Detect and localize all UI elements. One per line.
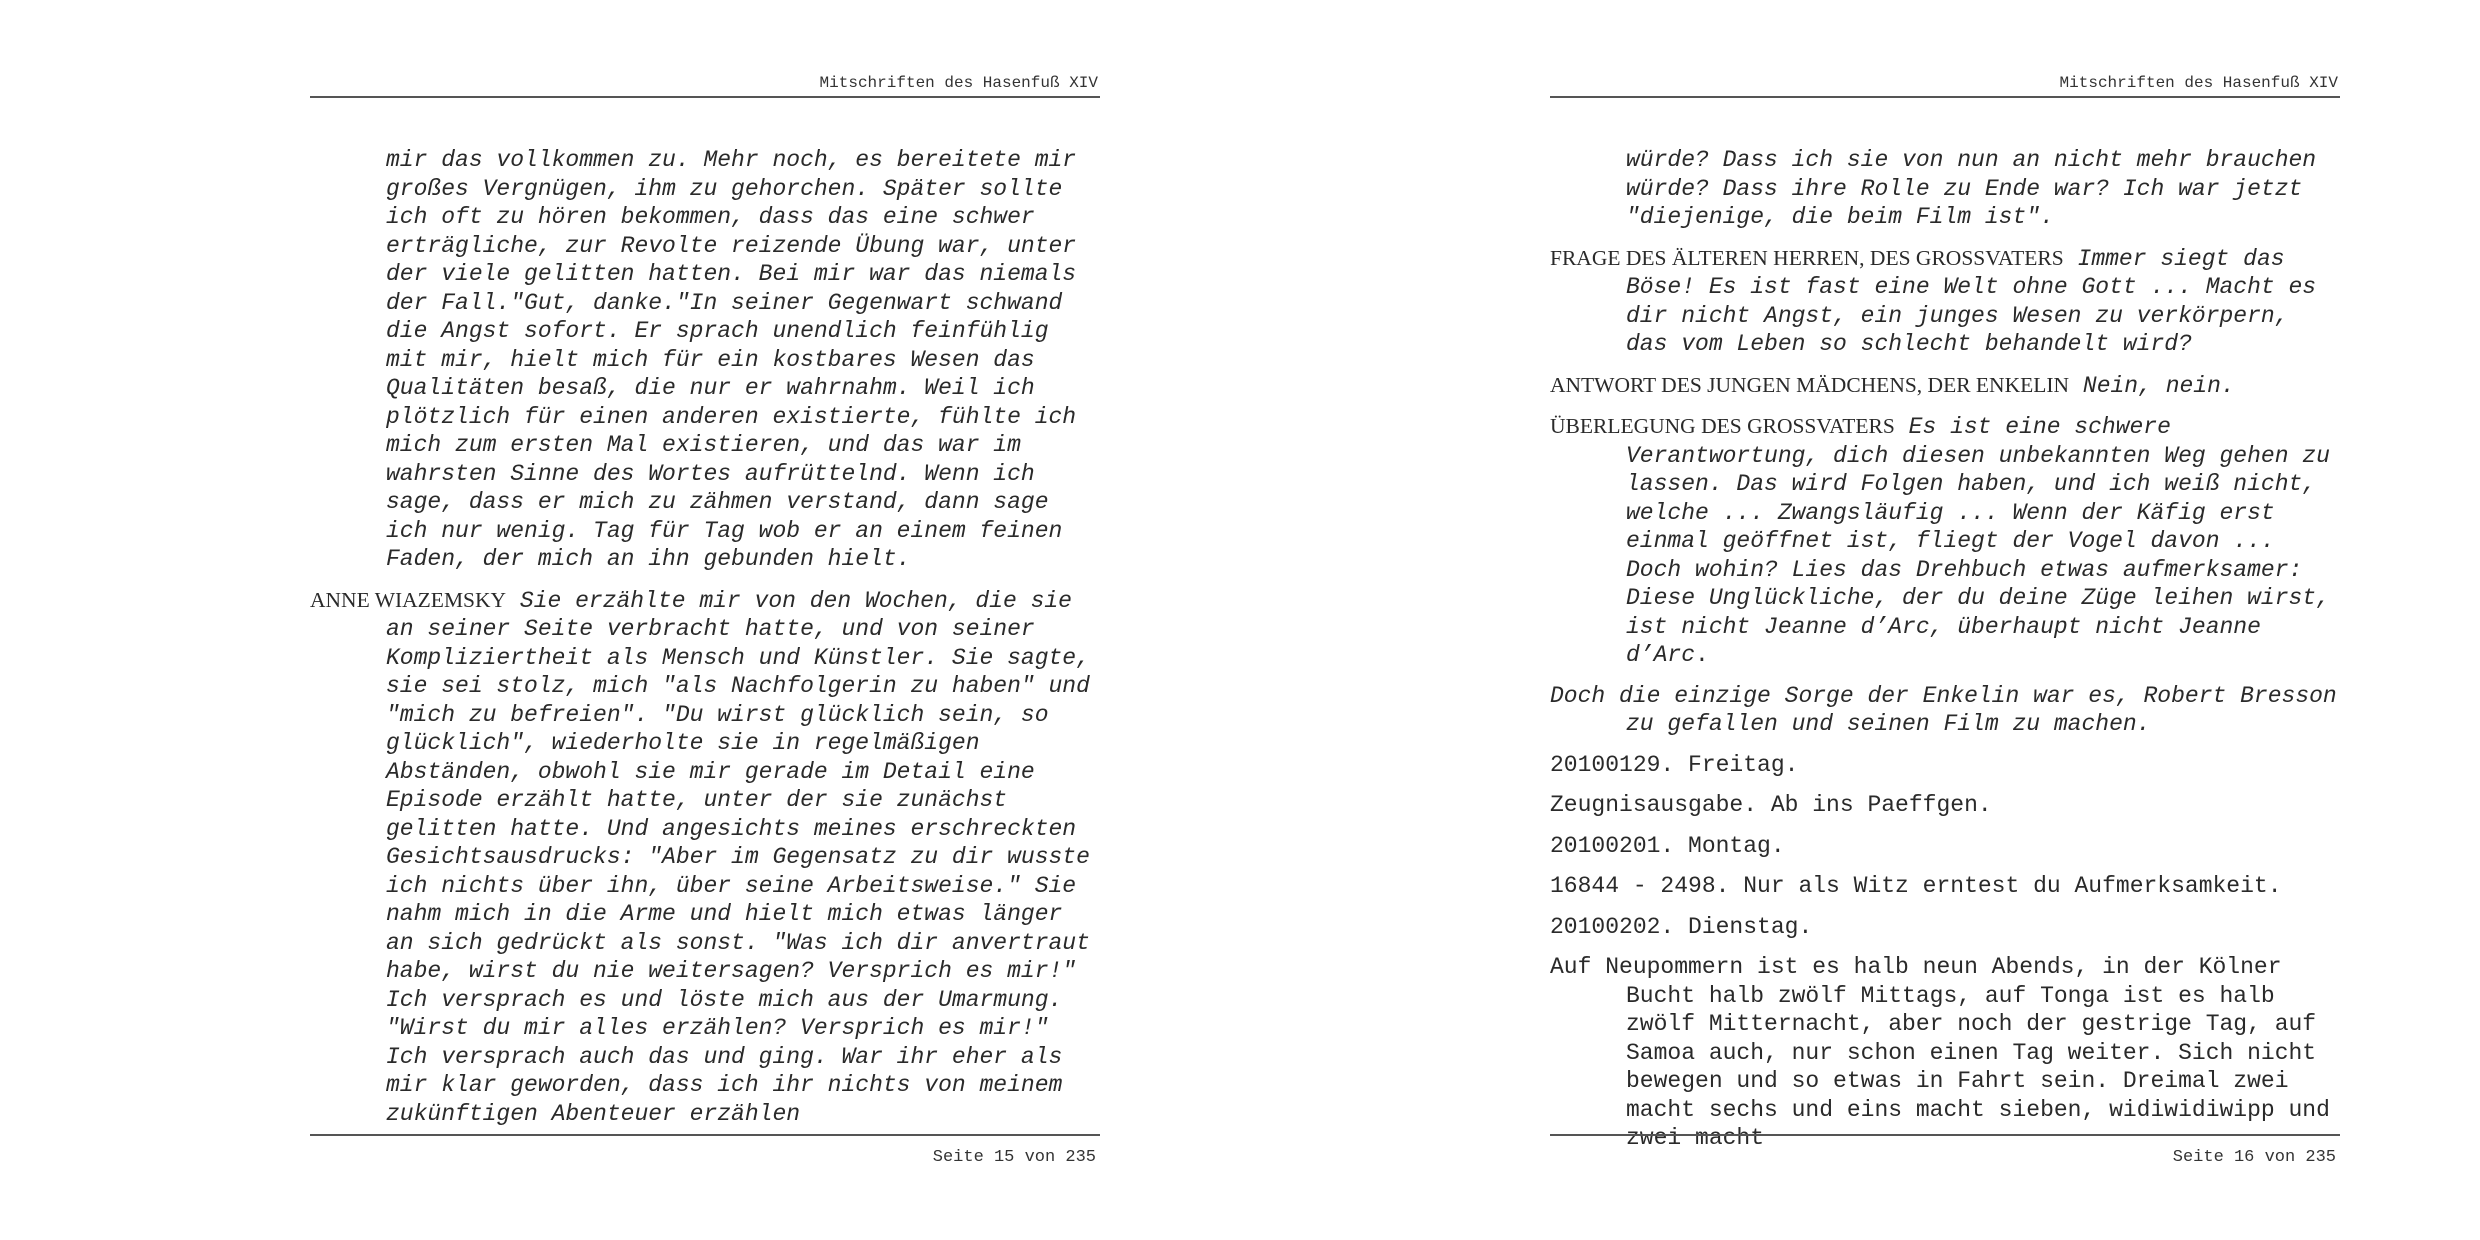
note-entry: Zeugnisausgabe. Ab ins Paeffgen. [1550, 792, 1992, 818]
question-paragraph [1550, 244, 2340, 359]
speaker-label: ANNE WIAZEMSKY [310, 587, 507, 612]
footer-rule [1550, 1134, 2340, 1136]
header-rule [310, 96, 1100, 98]
continuation-paragraph: mir das vollkommen zu. Mehr noch, es bereitete mir großes Vergnügen, ihm zu gehorchen. Später sollte ich oft zu hören bekommen, dass das eine schwer erträgliche, zur Revolte reizende Übung war, unter der viele gelitten hatten. Bei mir war das niemals der Fall."Gut, danke."In seiner Gegenwart schwand die Angst sofort. Er sprach unendlich feinfühlig mit mir, hielt mich für ein kostbares Wesen das Qualitäten besaß, die nur er wahrnahm. Weil ich plötzlich für einen anderen existierte, fühlte ich mich zum ersten Mal existieren, und das war im wahrsten Sinne des Wortes aufrüttelnd. Wenn ich sage, dass er mich zu zähmen verstand, dann sage ich nur wenig. Tag für Tag wob er an einem feinen Faden, der mich an ihn gebunden hielt. [386, 147, 1077, 572]
date-entry: 20100201. Montag. [1550, 832, 1785, 859]
continuation-paragraph: würde? Dass ich sie von nun an nicht mehr brauchen würde? Dass ihre Rolle zu Ende war? Ich war jetzt "diejenige, die beim Film ist". [1626, 147, 2317, 230]
footer-rule [310, 1134, 1100, 1136]
answer-paragraph [1550, 371, 2340, 401]
speaker-label: ANTWORT DES JUNGEN MÄDCHENS, DER ENKELIN [1550, 372, 2070, 397]
speech-text-end: . [1695, 642, 1709, 668]
closing-paragraph: Doch die einzige Sorge der Enkelin war es, Robert Bresson zu gefallen und seinen Film zu machen. [1550, 682, 2337, 737]
left-page [310, 0, 1110, 1240]
note-entry: 16844 - 2498. Nur als Witz erntest du Aufmerksamkeit. [1550, 873, 2282, 899]
speech-paragraph [310, 586, 1100, 1129]
page-number: Seite 15 von 235 [932, 1148, 1096, 1167]
header-rule [1550, 96, 2340, 98]
page-number: Seite 16 von 235 [2172, 1148, 2336, 1167]
speech-text: Sie erzählte mir von den Wochen, die sie an seiner Seite verbracht hatte, und von seiner Kompliziertheit als Mensch und Künstler. Sie sagte, sie sei stolz, mich "als Nachfolgerin zu haben" und "mich zu befreien". "Du wirst glücklich sein, so glücklich", wiederholte sie in regelmäßigen Abständen, obwohl sie mir gerade im Detail eine Episode erzählt hatte, unter der sie zunächst gelitten hatte. Und angesichts meines erschreckten Gesichtsausdrucks: "Aber im Gegensatz zu dir wusste ich nichts über ihn, über seine Arbeitsweise." Sie nahm mich in die Arme und hielt mich etwas länger an sich gedrückt als sonst. "Was ich dir anvertraut habe, wirst du nie weitersagen? Versprich es mir!" Ich versprach es und löste mich aus der Umarmung. "Wirst du mir alles erzählen? Versprich es mir!" Ich versprach auch das und ging. War ihr eher als mir klar geworden, dass ich ihr nichts von meinem zukünftigen Abenteuer erzählen [386, 587, 1090, 1127]
speech-text: Es ist eine schwere Verantwortung, dich diesen unbekannten Weg gehen zu lassen. Das wird Folgen haben, und ich weiß nicht, welche ... Zwangsläufig ... Wenn der Käfig erst einmal geöffnet ist, fliegt der Vogel davon ... Doch wohin? Lies das Drehbuch etwas aufmerksamer: Diese Unglückliche, der du deine Züge leihen wirst, ist nicht Jeanne d’Arc, überhaupt nicht Jeanne d’Arc [1626, 414, 2330, 668]
reflection-paragraph [1550, 412, 2340, 670]
running-head: Mitschriften des Hasenfuß XIV [2059, 74, 2338, 92]
speech-text: Nein, nein. [2082, 372, 2235, 399]
speech-text: Immer siegt das Böse! Es ist fast eine Welt ohne Gott ... Macht es dir nicht Angst, ein junges Wesen zu verkörpern, das vom Leben so schlecht behandelt wird? [1626, 245, 2317, 357]
date-entry: 20100202. Dienstag. [1550, 913, 1813, 940]
text-paragraph: Auf Neupommern ist es halb neun Abends, in der Kölner Bucht halb zwölf Mittags, auf Tonga ist es halb zwölf Mitternacht, aber noch der gestrige Tag, auf Samoa auch, nur schon einen Tag weiter. Sich nicht bewegen und so etwas in Fahrt sein. Dreimal zwei macht sechs und eins macht sieben, widiwidiwipp und zwei macht [1550, 954, 2330, 1151]
right-page [1550, 0, 2350, 1240]
speaker-label: ÜBERLEGUNG DES GROSSVATERS [1550, 414, 1895, 438]
speaker-label: FRAGE DES ÄLTEREN HERREN, DES GROSSVATERS [1550, 245, 2064, 270]
page-body [1550, 146, 2340, 1165]
page-body [310, 146, 1100, 1140]
date-entry: 20100129. Freitag. [1550, 751, 1799, 778]
running-head: Mitschriften des Hasenfuß XIV [819, 74, 1098, 92]
